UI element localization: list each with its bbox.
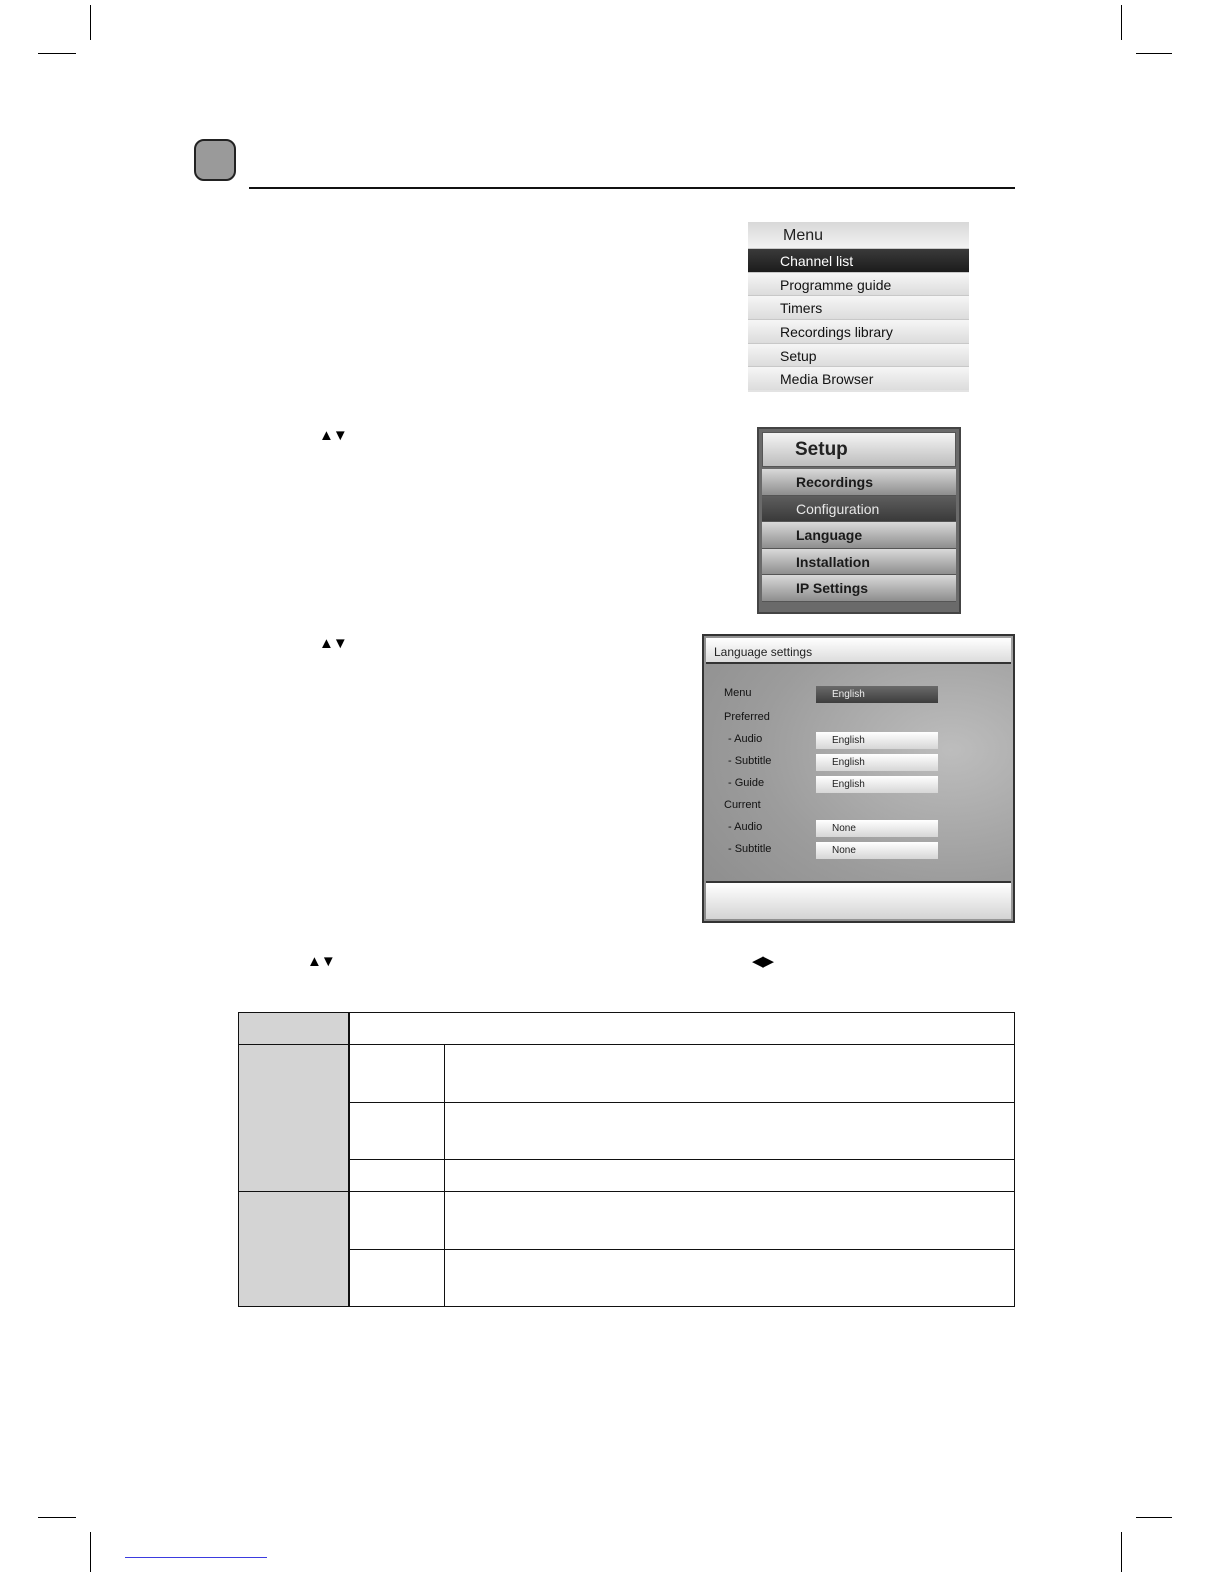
table-row-divider [239,1044,1014,1045]
crop-mark-top-left-horizontal [38,53,76,54]
table-header-cell [239,1013,349,1044]
up-down-arrows-icon: ▲▼ [307,953,335,970]
crop-mark-bottom-right-vertical [1121,1532,1122,1572]
setup-item-language: Language [762,522,956,549]
language-settings-title: Language settings [706,638,1011,664]
table-column-divider [348,1013,350,1306]
language-preferred-audio-value: English [816,732,938,749]
language-preferred-audio-label: - Audio [728,733,763,745]
menu-title: Menu [748,222,969,248]
table-group-cell-current [239,1192,349,1306]
language-settings-footer [706,881,1011,919]
setup-screenshot [757,427,961,614]
crop-mark-top-left-vertical [90,5,91,40]
menu-item-programme-guide: Programme guide [748,272,969,296]
table-group-cell-preferred [239,1045,349,1191]
language-current-label: Current [724,799,761,811]
table-row-divider [349,1102,1014,1103]
header-rule [249,187,1015,189]
crop-mark-bottom-left-horizontal [38,1517,76,1518]
crop-mark-top-right-vertical [1121,5,1122,40]
language-preferred-subtitle-value: English [816,754,938,771]
table-row-divider [349,1249,1014,1250]
crop-mark-bottom-right-horizontal [1136,1517,1172,1518]
left-right-arrows-icon: ◀▶ [752,953,774,970]
menu-item-media-browser: Media Browser [748,366,969,390]
language-settings-screenshot [702,634,1015,923]
language-preferred-guide-value: English [816,776,938,793]
setup-title: Setup [762,432,956,467]
footer-link-underline [125,1557,267,1558]
language-menu-value: English [816,686,938,703]
setup-item-recordings: Recordings [762,469,956,496]
up-down-arrows-icon: ▲▼ [319,427,347,444]
language-current-subtitle-value: None [816,842,938,859]
setup-item-configuration: Configuration [762,496,956,523]
setup-item-ip-settings: IP Settings [762,575,956,602]
language-options-table [238,1012,1015,1307]
language-current-audio-value: None [816,820,938,837]
language-current-subtitle-label: - Subtitle [728,843,772,855]
language-preferred-label: Preferred [724,711,770,723]
table-column-divider [444,1045,445,1306]
table-row-divider [239,1191,1014,1192]
menu-item-timers: Timers [748,295,969,319]
menu-item-setup: Setup [748,343,969,367]
menu-screenshot [748,222,969,392]
language-menu-label: Menu [724,687,752,699]
table-row-divider [349,1159,1014,1160]
crop-mark-top-right-horizontal [1136,53,1172,54]
language-preferred-subtitle-label: - Subtitle [728,755,772,767]
section-badge [194,139,236,181]
language-preferred-guide-label: - Guide [728,777,765,789]
crop-mark-bottom-left-vertical [90,1532,91,1572]
menu-item-channel-list: Channel list [748,248,969,272]
menu-item-recordings-library: Recordings library [748,319,969,343]
language-current-audio-label: - Audio [728,821,763,833]
setup-item-installation: Installation [762,549,956,576]
up-down-arrows-icon: ▲▼ [319,635,347,652]
